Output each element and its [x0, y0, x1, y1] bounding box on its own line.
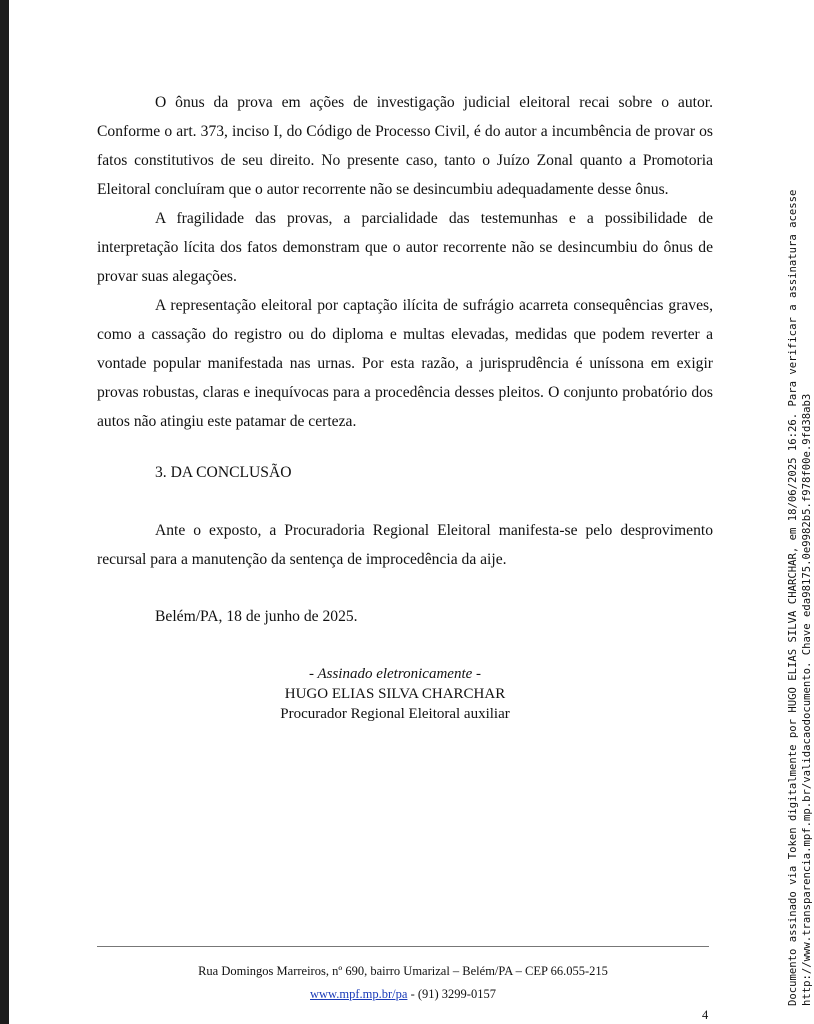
- digital-signature-stamp: [786, 190, 814, 1006]
- footer-website-link[interactable]: www.mpf.mp.br/pa: [310, 987, 408, 1001]
- footer-divider: [97, 946, 709, 947]
- paragraph-electoral-representation: A representação eleitoral por captação ilícita de sufrágio acarreta consequências graves, como a cassação do registro ou do diploma e multas elevadas, medidas que podem reverter a vontade popular manifestada nas urnas. Por esta razão, a jurisprudência é uníssona em exigir provas robustas, claras e inequívocas para a procedência desses pleitos. O conjunto probatório dos autos não atingiu este patamar de certeza.: [97, 297, 713, 430]
- paragraph-evidence-fragility: A fragilidade das provas, a parcialidade das testemunhas e a possibilidade de interpretação lícita dos fatos demonstram que o autor recorrente não se desincumbiu do ônus de provar suas alegações.: [97, 210, 713, 285]
- stamp-line-verification: http://www.transparencia.mpf.mp.br/validacaodocumento. Chave eda98175.0e9982b5.f978f00e.9fd38ab3: [801, 393, 813, 1006]
- signer-name: HUGO ELIAS SILVA CHARCHAR: [284, 686, 506, 702]
- main-argument-section: [97, 88, 713, 436]
- signature-block: [230, 664, 560, 724]
- footer-phone: (91) 3299-0157: [417, 987, 496, 1001]
- stamp-line-signature: Documento assinado via Token digitalmente por HUGO ELIAS SILVA CHARCHAR, em 18/06/2025 16:26. Para verificar a assinatura acesse: [787, 189, 799, 1006]
- paragraph-conclusion: Ante o exposto, a Procuradoria Regional Eleitoral manifesta-se pelo desprovimento recursal para a manutenção da sentença de improcedência da aije.: [97, 522, 713, 568]
- signer-role: Procurador Regional Eleitoral auxiliar: [280, 706, 510, 722]
- place-date-line: Belém/PA, 18 de junho de 2025.: [155, 608, 358, 625]
- page-left-edge-shadow: [0, 0, 9, 1024]
- conclusion-section: [97, 516, 713, 574]
- section-heading: 3. DA CONCLUSÃO: [155, 464, 292, 481]
- footer-contact-line: [97, 986, 709, 1002]
- footer-separator: -: [410, 987, 415, 1001]
- electronic-signature-note: - Assinado eletronicamente -: [308, 666, 482, 682]
- paragraph-burden-of-proof: O ônus da prova em ações de investigação judicial eleitoral recai sobre o autor. Conforme o art. 373, inciso I, do Código de Processo Civil, é do autor a incumbência de provar os fatos constitutivos de seu direito. No presente caso, tanto o Juízo Zonal quanto a Promotoria Eleitoral concluíram que o autor recorrente não se desincumbiu adequadamente desse ônus.: [97, 94, 713, 198]
- footer-address: Rua Domingos Marreiros, nº 690, bairro Umarizal – Belém/PA – CEP 66.055-215: [198, 964, 608, 978]
- page-number: 4: [702, 1008, 709, 1022]
